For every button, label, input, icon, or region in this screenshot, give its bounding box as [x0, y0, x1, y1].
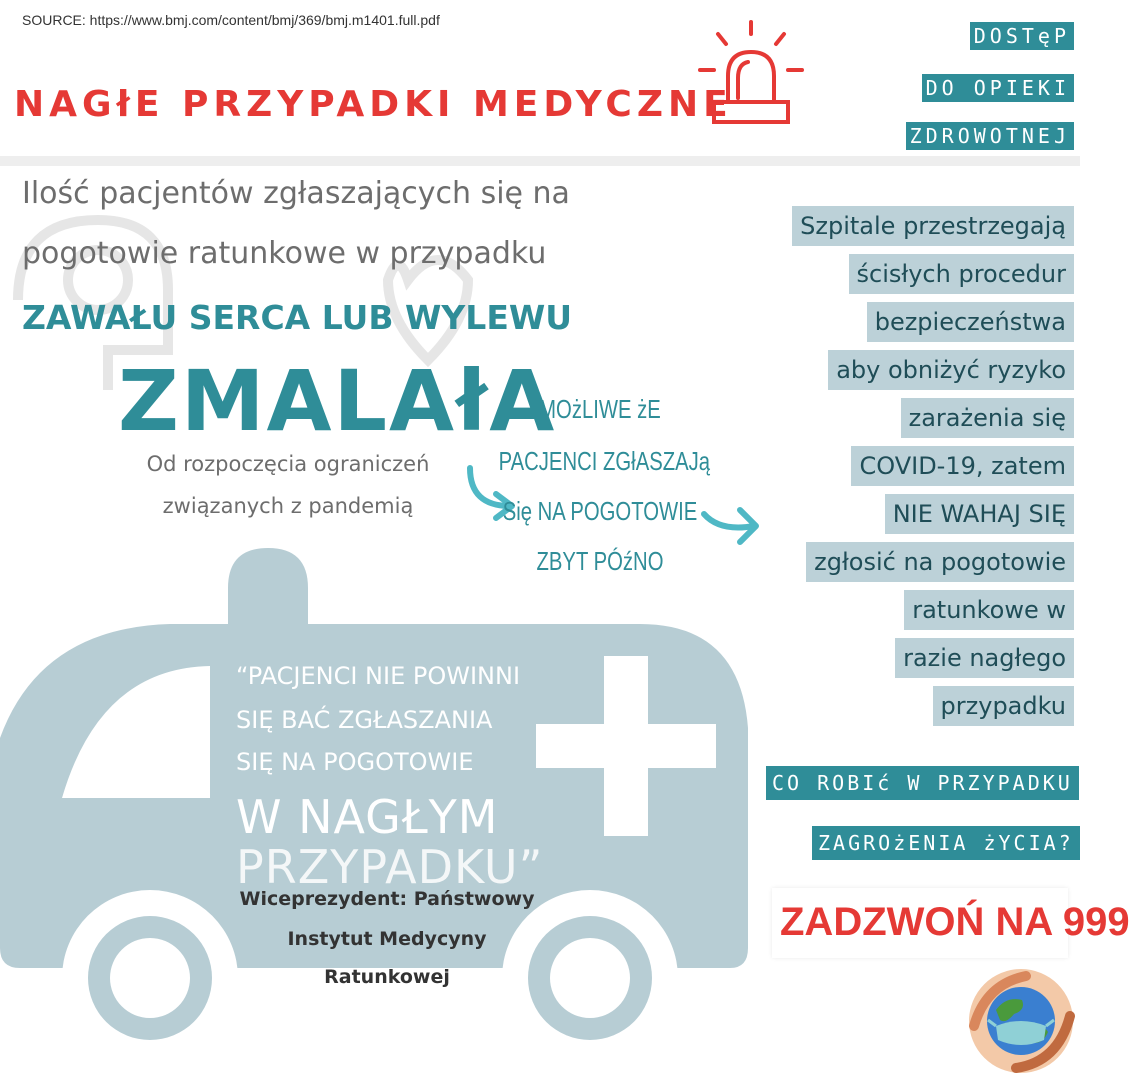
big-sub-line: związanych z pandemią	[162, 494, 414, 518]
intro-highlight: ZAWAŁU SERCA LUB WYLEWU	[22, 298, 573, 337]
siren-icon	[696, 18, 806, 128]
page-title: NAGłE PRZYPADKI MEDYCZNE	[14, 84, 733, 125]
curved-arrow-icon	[700, 500, 764, 550]
question-line: ZAGROżENIA żYCIA?	[812, 826, 1080, 860]
hospital-line: aby obniżyć ryzyko	[828, 350, 1074, 390]
quote-emphasis: PRZYPADKU”	[236, 840, 544, 894]
quote-attribution: Ratunkowej	[324, 966, 450, 988]
quote-line: SIĘ BAĆ ZGŁASZANIA	[236, 706, 493, 734]
hospital-line: NIE WAHAJ SIĘ	[885, 494, 1074, 534]
globe-mask-logo	[966, 966, 1076, 1076]
quote-attribution: Instytut Medycyny	[287, 928, 487, 950]
quote-line: “PACJENCI NIE POWINNI	[236, 662, 521, 690]
question-line: CO ROBIć W PRZYPADKU	[766, 766, 1079, 800]
hospital-line: zarażenia się	[901, 398, 1074, 438]
possible-line: ZBYT PÓźNO	[536, 546, 664, 576]
possible-line: PACJENCI ZGłASZAJą	[498, 446, 711, 476]
quote-emphasis: W NAGŁYM	[236, 790, 499, 844]
call-box	[772, 888, 1130, 958]
hospital-line: razie nagłego	[895, 638, 1074, 678]
category-tag: DOSTęP	[970, 22, 1074, 50]
category-tag: ZDROWOTNEJ	[906, 122, 1074, 150]
intro-line: pogotowie ratunkowe w przypadku	[22, 236, 547, 271]
hospital-line: COVID-19, zatem	[851, 446, 1074, 486]
big-decrease-word: ZMALAłA	[118, 352, 557, 450]
hospital-line: ścisłych procedur	[849, 254, 1074, 294]
header-divider	[0, 156, 1080, 166]
hospital-line: Szpitale przestrzegają	[792, 206, 1074, 246]
hospital-line: bezpieczeństwa	[867, 302, 1074, 342]
category-tag: DO OPIEKI	[922, 74, 1074, 102]
hospital-line: ratunkowe w	[904, 590, 1074, 630]
quote-attribution: Wiceprezydent: Państwowy	[239, 888, 535, 910]
big-sub-line: Od rozpoczęcia ograniczeń	[146, 452, 430, 476]
call-to-action: ZADZWOŃ NA 999	[780, 900, 1130, 944]
intro-line: Ilość pacjentów zgłaszających się na	[22, 176, 570, 211]
hospital-line: zgłosić na pogotowie	[806, 542, 1074, 582]
quote-line: SIĘ NA POGOTOWIE	[236, 748, 474, 776]
hospital-line: przypadku	[933, 686, 1074, 726]
possible-line: Się NA POGOTOWIE	[502, 496, 698, 526]
source-citation: SOURCE: https://www.bmj.com/content/bmj/369/bmj.m1401.full.pdf	[22, 12, 440, 28]
possible-line: MOżLIWE żE	[539, 394, 661, 424]
